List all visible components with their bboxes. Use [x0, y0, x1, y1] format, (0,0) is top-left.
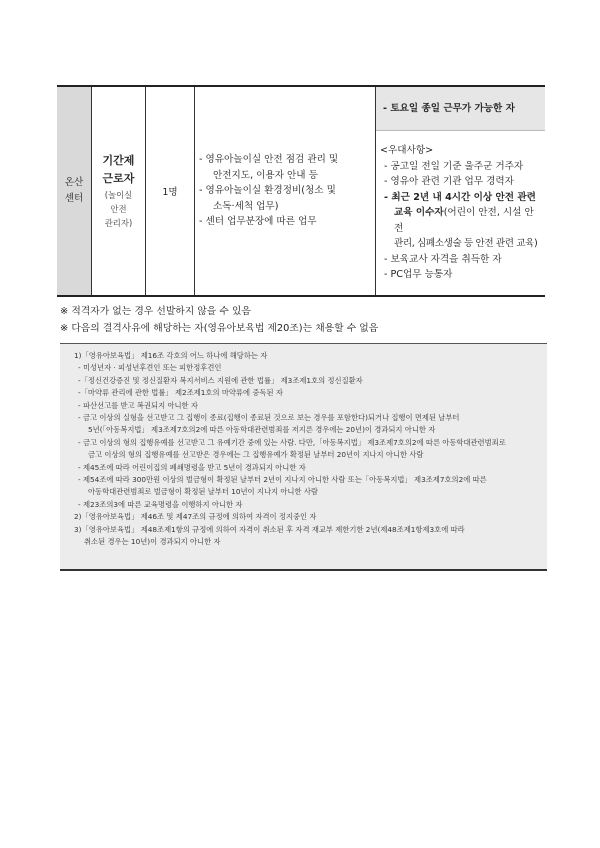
preference-item: - 공고일 전일 기준 울주군 거주자 — [384, 160, 524, 172]
disqualification-item: - 제23조의3에 따른 교육명령을 이행하지 아니한 자 — [78, 499, 243, 509]
position-title: 기간제 — [102, 154, 135, 167]
disqualification-item: - 금고 이상의 형의 집행유예를 선고받고 그 유예기간 중에 있는 사람. 다만,「아동복지법」 제3조제7호의2에 따른 아동학대관련범죄로 — [78, 437, 506, 447]
disqualification-item: 금고 이상의 형의 집행유예를 선고받은 경우에는 그 집행유예가 확정된 날부터 20년이 지나지 아니한 사람 — [88, 450, 424, 460]
center-cell — [57, 86, 92, 296]
job-table — [57, 85, 545, 297]
disqualification-item: - 제54조에 따라 300만원 이상의 벌금형이 확정된 날부터 2년이 지나지 아니한 사람 또는「아동복지법」 제3조제7호의2에 따른 — [78, 475, 487, 485]
position-title: 근로자 — [102, 172, 135, 185]
disqualification-item: 아동학대관련범죄로 벌금형이 확정된 날부터 10년이 지나지 아니한 사람 — [88, 487, 318, 497]
position-cell — [92, 86, 146, 296]
disqualification-item: 취소된 경우는 10년)이 경과되지 아니한 자 — [84, 537, 221, 547]
preference-item: - 최근 2년 내 4시간 이상 안전 관련 — [384, 191, 536, 203]
position-sub: 안전 — [110, 204, 127, 214]
disqualification-item: - 제45조에 따라 어린이집의 폐쇄명령을 받고 5년이 경과되지 아니한 자 — [78, 462, 306, 472]
preference-item: - PC업무 능통자 — [384, 269, 453, 280]
disqualification-item: 5년(「아동복지법」 제3조제7호의2에 따른 아동학대관련범죄를 저지른 경우에는 20년)이 경과되지 아니한 자 — [88, 425, 436, 435]
duty-item: - 영유아놀이실 안전 점검 관리 및 — [199, 154, 339, 166]
note: ※ 적격자가 없는 경우 선발하지 않을 수 있음 — [60, 306, 251, 317]
duty-item: 안전지도, 이용자 안내 등 — [213, 169, 318, 181]
requirement: - 토요일 종일 근무가 가능한 자 — [376, 87, 545, 131]
preference-item — [380, 205, 541, 236]
duty-item: - 영유아놀이실 환경정비(청소 및 — [199, 185, 336, 197]
duties-cell — [195, 86, 376, 296]
note: ※ 다음의 결격사유에 해당하는 자(영유아보육법 제20조)는 채용할 수 없음 — [60, 323, 379, 334]
disqualification-item: 3)「영유아보육법」 제48조제1항의 규정에 의하여 자격이 취소된 후 자격 재교부 제한기한 2년(제48조제1항제3호에 따라 — [74, 524, 465, 534]
disqualification-item: -「정신건강증진 및 정신질환자 복지서비스 지원에 관한 법률」 제3조제1호의 정신질환자 — [78, 375, 363, 385]
duty-item: - 센터 업무분장에 따른 업무 — [199, 216, 317, 228]
center-name: 온산 — [64, 177, 84, 188]
disqualification-item: - 금고 이상의 실형을 선고받고 그 집행이 종료(집행이 종료된 것으로 보는 경우를 포함한다)되거나 집행이 면제된 날부터 — [78, 413, 460, 423]
preference-item: - 영유아 관련 기관 업무 경력자 — [384, 176, 514, 187]
disqualification-item: 2)「영유아보육법」 제46조 및 제47조의 규정에 의하여 자격이 정지중인 자 — [74, 512, 317, 522]
qualification-cell — [376, 86, 546, 296]
center-name: 센터 — [64, 193, 84, 204]
preference-item: 관리, 심폐소생술 등 안전 관련 교육) — [394, 238, 538, 249]
disqualification-item: -「마약류 관리에 관한 법률」 제2조제1호의 마약류에 중독된 자 — [78, 388, 283, 398]
duty-item: 소독·세척 업무) — [213, 200, 279, 212]
disqualification-item: - 미성년자 · 피성년후견인 또는 피한정후견인 — [78, 363, 222, 373]
position-sub: 관리자) — [104, 218, 133, 228]
disqualification-box — [60, 343, 547, 571]
headcount-cell: 1명 — [146, 86, 195, 296]
preference-bold: 교육 이수자 — [394, 207, 444, 218]
disqualification-item: - 파산선고를 받고 복권되지 아니한 자 — [78, 400, 198, 410]
preference-item: - 보육교사 자격을 취득한 자 — [384, 253, 502, 265]
position-sub: (놀이실 — [104, 190, 133, 200]
table-row — [57, 86, 545, 296]
preference-header: <우대사항> — [380, 145, 434, 156]
preference-text: (어린이 안전, 시설 안전 — [394, 207, 534, 234]
disqualification-item: 1)「영유아보육법」 제16조 각호의 어느 하나에 해당하는 자 — [74, 351, 268, 360]
preferences — [376, 131, 545, 293]
